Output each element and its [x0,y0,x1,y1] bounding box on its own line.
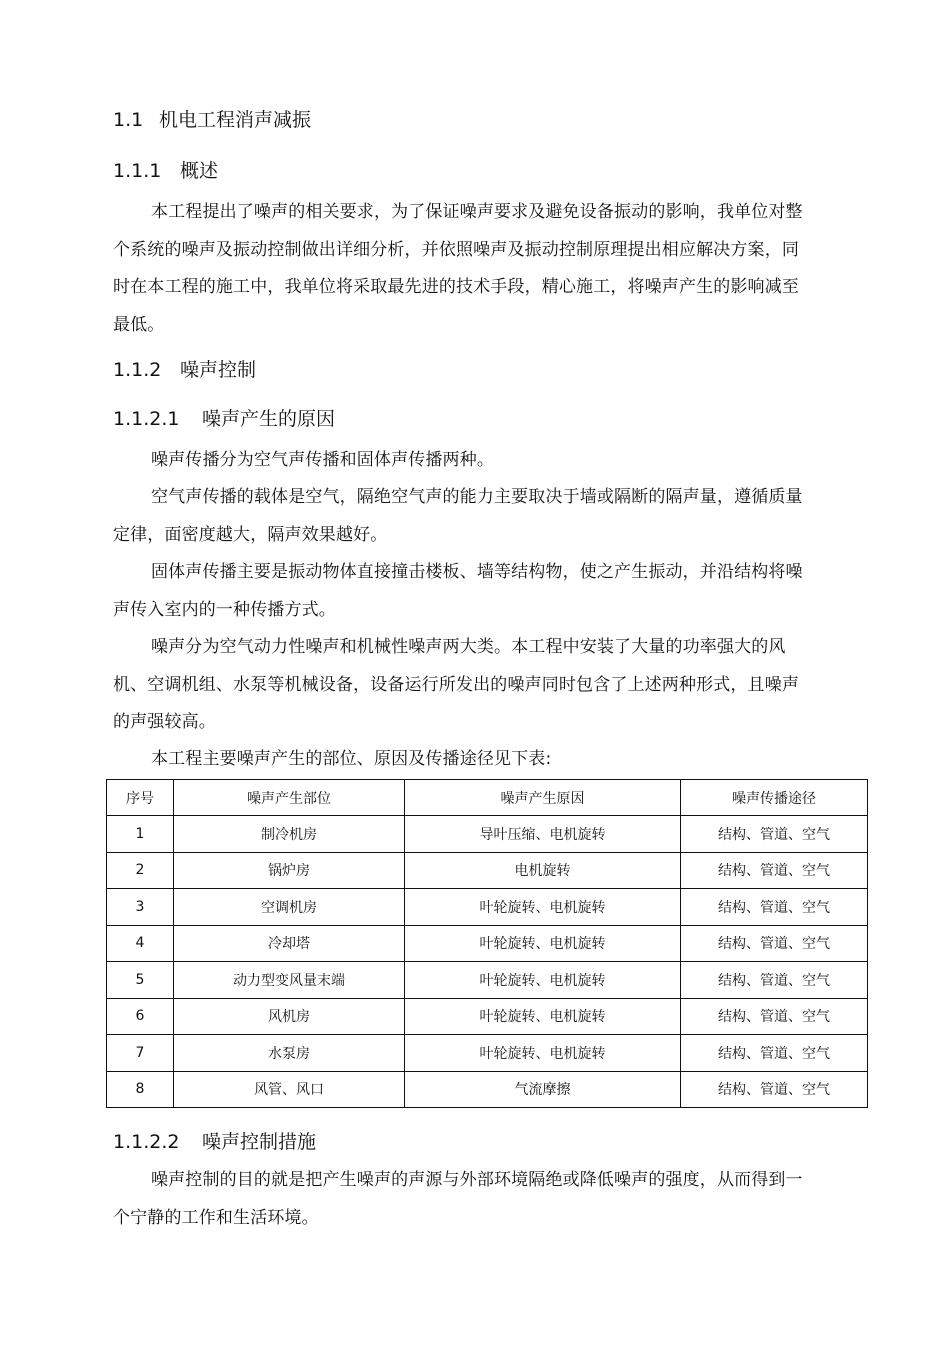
cell-location: 风机房 [174,998,405,1035]
noise-source-table [106,779,868,1108]
table-row [107,852,868,889]
heading-1-1-2-1 [113,404,335,431]
heading-number: 1.1.2 [113,359,162,381]
table-row [107,1035,868,1072]
cell-index: 5 [107,962,174,999]
cell-path: 结构、管道、空气 [681,1035,868,1072]
cell-location: 动力型变风量末端 [174,962,405,999]
cell-path: 结构、管道、空气 [681,998,868,1035]
cell-cause: 电机旋转 [405,852,681,889]
cell-cause: 叶轮旋转、电机旋转 [405,1035,681,1072]
heading-number: 1.1.2.2 [113,1131,180,1153]
paragraph-airborne: 空气声传播的载体是空气，隔绝空气声的能力主要取决于墙或隔断的隔声量，遵循质量定律，面密度越大，隔声效果越好。 [113,487,803,545]
heading-1-1-2 [113,355,256,382]
table-row [107,998,868,1035]
cell-cause: 叶轮旋转、电机旋转 [405,889,681,926]
heading-number: 1.1.1 [113,160,162,182]
heading-1-1-2-2 [113,1127,316,1154]
header-cause: 噪声产生原因 [405,780,681,816]
cell-cause: 叶轮旋转、电机旋转 [405,925,681,962]
paragraph-overview: 本工程提出了噪声的相关要求，为了保证噪声要求及避免设备振动的影响，我单位对整个系统的噪声及振动控制做出详细分析，并依照噪声及振动控制原理提出相应解决方案，同时在本工程的施工中，我单位将采取最先进的技术手段，精心施工，将噪声产生的影响减至最低。 [113,202,803,335]
header-path: 噪声传播途径 [681,780,868,816]
cell-location: 水泵房 [174,1035,405,1072]
heading-1-1-1 [113,156,218,183]
cell-path: 结构、管道、空气 [681,852,868,889]
cell-location: 制冷机房 [174,816,405,853]
cell-index: 6 [107,998,174,1035]
heading-number: 1.1.2.1 [113,408,180,430]
heading-1-1 [113,105,311,132]
table-row [107,962,868,999]
cell-index: 2 [107,852,174,889]
paragraph-structure-borne: 固体声传播主要是振动物体直接撞击楼板、墙等结构物，使之产生振动，并沿结构将噪声传入室内的一种传播方式。 [113,562,803,620]
heading-title: 噪声控制 [180,359,257,381]
paragraph-transmission-types: 噪声传播分为空气声传播和固体声传播两种。 [151,450,494,470]
table-row [107,1071,868,1108]
cell-path: 结构、管道、空气 [681,925,868,962]
cell-cause: 导叶压缩、电机旋转 [405,816,681,853]
cell-index: 4 [107,925,174,962]
cell-index: 8 [107,1071,174,1108]
paragraph-control-goal: 噪声控制的目的就是把产生噪声的声源与外部环境隔绝或降低噪声的强度，从而得到一个宁静的工作和生活环境。 [113,1170,803,1228]
cell-path: 结构、管道、空气 [681,889,868,926]
table-row [107,889,868,926]
heading-title: 概述 [180,160,219,182]
cell-index: 7 [107,1035,174,1072]
cell-path: 结构、管道、空气 [681,962,868,999]
cell-cause: 叶轮旋转、电机旋转 [405,998,681,1035]
cell-index: 1 [107,816,174,853]
paragraph-table-intro: 本工程主要噪声产生的部位、原因及传播途径见下表: [151,749,552,769]
cell-path: 结构、管道、空气 [681,1071,868,1108]
table-header-row [107,780,868,816]
cell-index: 3 [107,889,174,926]
heading-title: 噪声产生的原因 [202,408,336,430]
cell-cause: 叶轮旋转、电机旋转 [405,962,681,999]
cell-location: 风管、风口 [174,1071,405,1108]
cell-location: 锅炉房 [174,852,405,889]
table-row [107,925,868,962]
heading-title: 机电工程消声减振 [159,109,312,131]
heading-number: 1.1 [113,109,144,131]
table-row [107,816,868,853]
cell-path: 结构、管道、空气 [681,816,868,853]
heading-title: 噪声控制措施 [202,1131,317,1153]
cell-location: 空调机房 [174,889,405,926]
cell-location: 冷却塔 [174,925,405,962]
header-location: 噪声产生部位 [174,780,405,816]
header-index: 序号 [107,780,174,816]
paragraph-noise-categories: 噪声分为空气动力性噪声和机械性噪声两大类。本工程中安装了大量的功率强大的风机、空调机组、水泵等机械设备，设备运行所发出的噪声同时包含了上述两种形式，且噪声的声强较高。 [113,637,799,732]
cell-cause: 气流摩擦 [405,1071,681,1108]
